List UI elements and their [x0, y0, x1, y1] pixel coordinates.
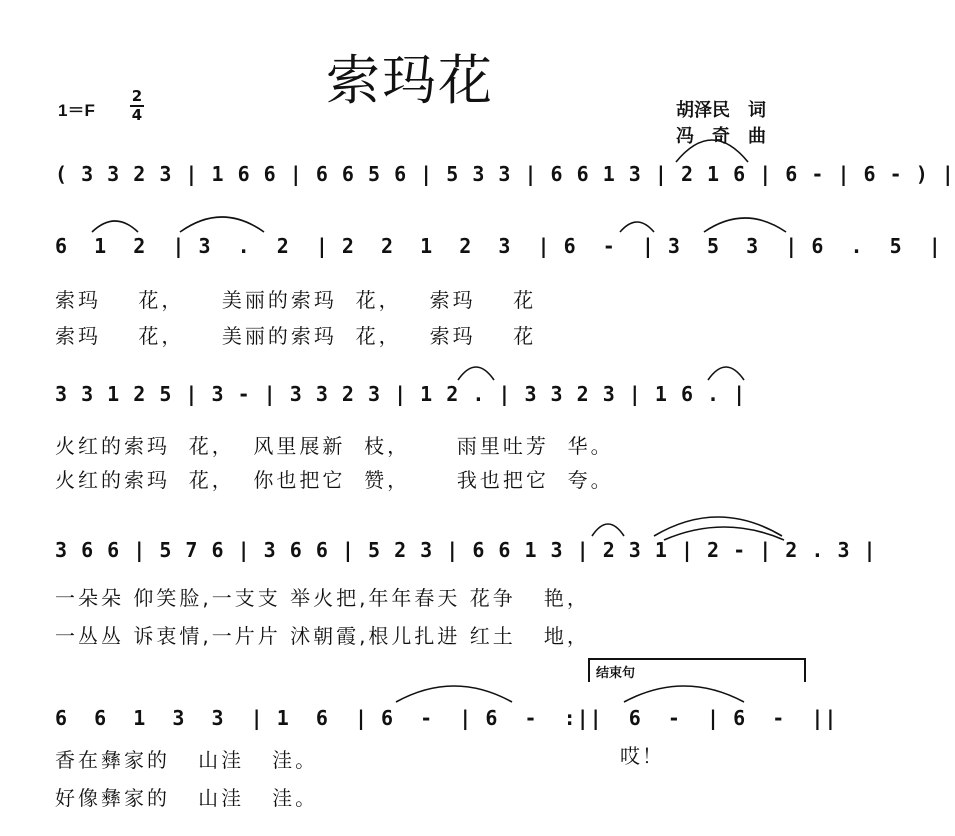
composer-credit: 冯 奇 曲	[676, 126, 766, 147]
key-signature: 1＝F	[58, 101, 95, 120]
lyric-verse-1: 香在彝家的 山洼 洼。	[55, 748, 319, 772]
lyric-verse-2: 好像彝家的 山洼 洼。	[55, 786, 319, 810]
slur-arc	[708, 367, 744, 380]
slur-arc	[592, 524, 624, 536]
slur-arc	[624, 686, 744, 702]
slur-arc	[664, 527, 784, 540]
notes-line: 6 1 2 | 3 . 2 | 2 2 1 2 3 | 6 - | 3 5 3 | 6 . 5 |	[55, 234, 942, 258]
lyricist-credit: 胡泽民 词	[676, 100, 766, 121]
time-signature-top: 2	[131, 87, 143, 105]
lyric-verse-1: 一朵朵 仰笑脸,一支支 举火把,年年春天 花争 艳，	[55, 586, 590, 610]
ending-label: 结束句	[596, 666, 636, 681]
notes-line: 6 6 1 3 3 | 1 6 | 6 - | 6 - :|| 6 - | 6 - ||	[55, 706, 838, 730]
lyric-verse-1: 火红的索玛 花， 风里展新 枝， 雨里吐芳 华。	[55, 434, 614, 458]
time-signature-bottom: 4	[131, 106, 143, 124]
song-title: 索玛花	[326, 49, 494, 112]
ending-lyric: 哎！	[620, 744, 664, 768]
lyric-verse-2: 一丛丛 诉衷情,一片片 沭朝霞,根儿扎进 红土 地，	[55, 624, 590, 648]
lyric-verse-2: 索玛 花， 美丽的索玛 花， 索玛 花	[55, 324, 537, 348]
lyric-verse-2: 火红的索玛 花， 你也把它 赞， 我也把它 夸。	[55, 468, 614, 492]
slur-arc	[458, 367, 494, 380]
notes-line: 3 6 6 | 5 7 6 | 3 6 6 | 5 2 3 | 6 6 1 3 | 2 3 1 | 2 - | 2 . 3 |	[55, 538, 877, 562]
slur-arc	[92, 221, 138, 232]
slur-arc	[676, 140, 748, 162]
notes-line: 3 3 1 2 5 | 3 - | 3 3 2 3 | 1 2 . | 3 3 2 3 | 1 6 . |	[55, 382, 747, 406]
notes-line: ( 3 3 2 3 | 1 6 6 | 6 6 5 6 | 5 3 3 | 6 6 1 3 | 2 1 6 | 6 - | 6 - ) |	[55, 162, 955, 186]
lyric-verse-1: 索玛 花， 美丽的索玛 花， 索玛 花	[55, 288, 537, 312]
slur-arc	[180, 217, 264, 232]
slur-arc	[620, 222, 654, 232]
slur-arc	[396, 686, 512, 702]
slur-arc	[704, 218, 786, 232]
